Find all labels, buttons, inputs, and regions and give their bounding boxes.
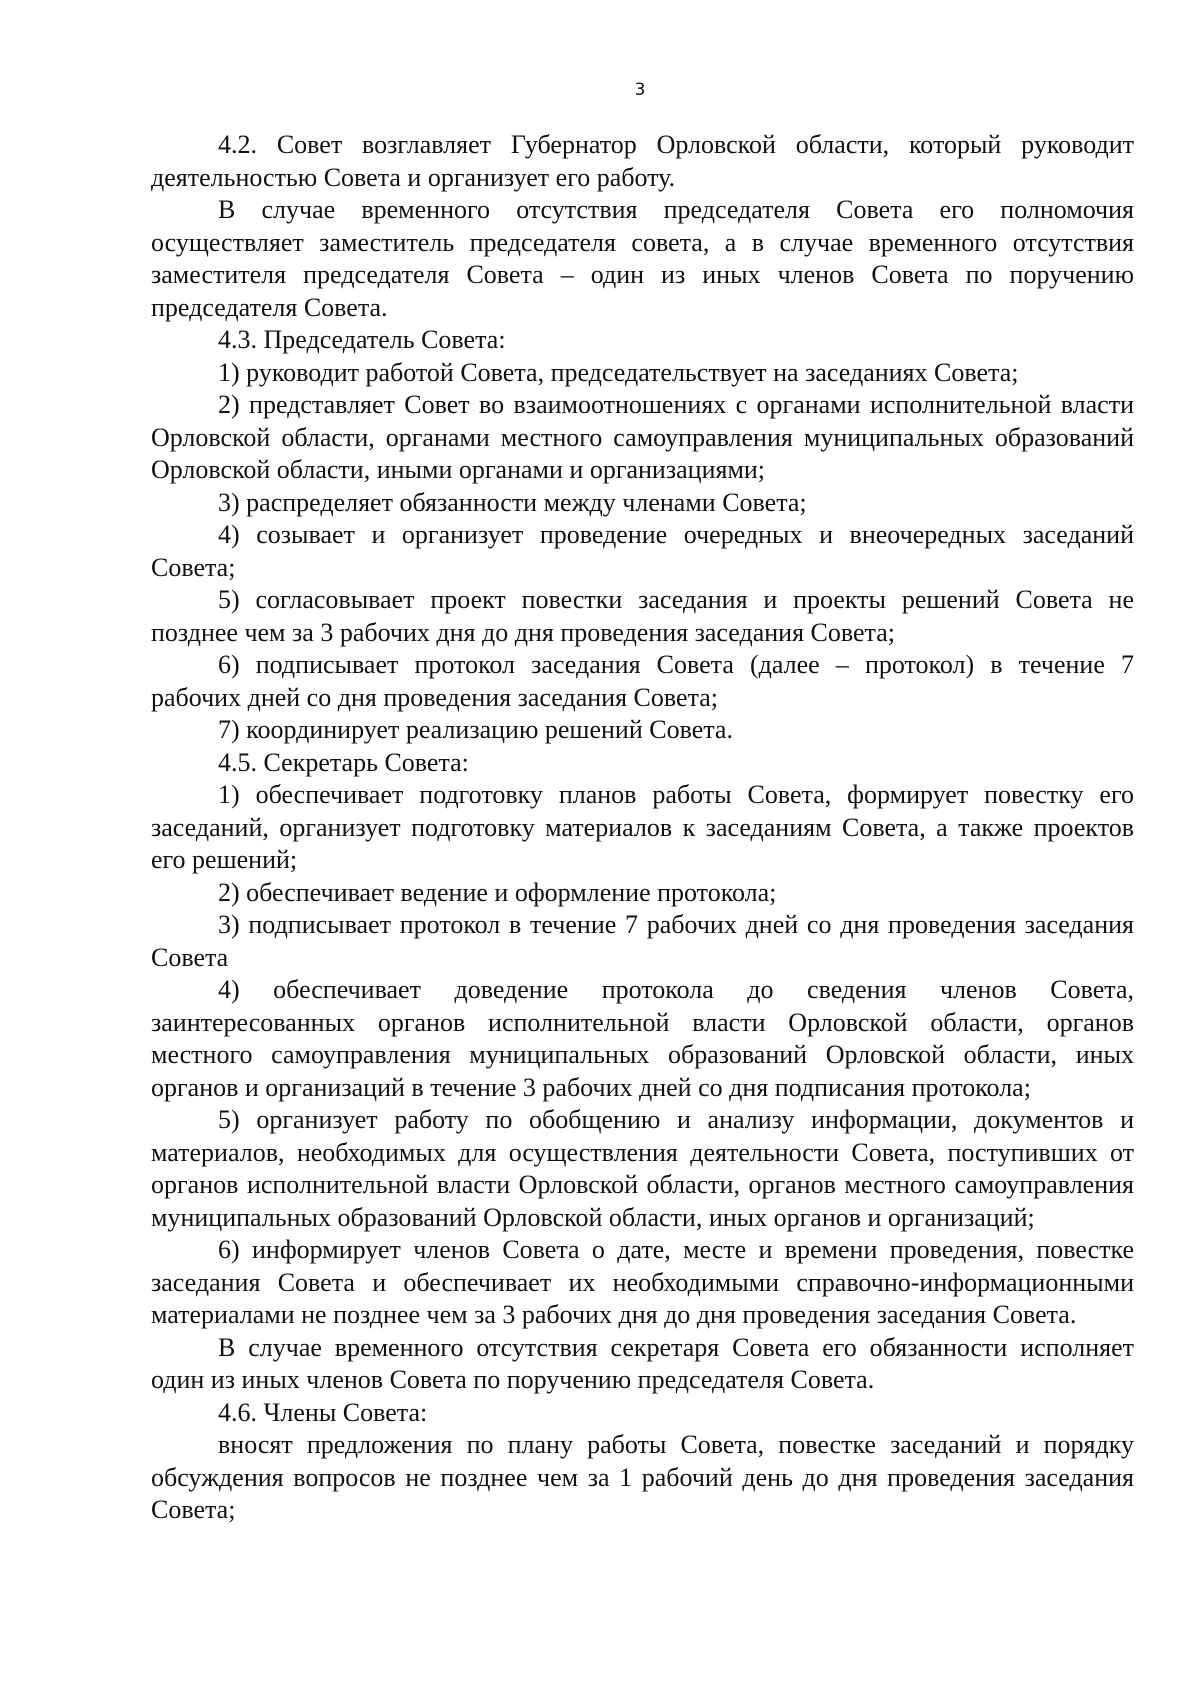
paragraph-4-3-item-1: 1) руководит работой Совета, председательствует на заседаниях Совета; (218, 357, 1019, 387)
paragraph-4-3-item-5: 5) согласовывает проект повестки заседания и проекты решений Совета не позднее чем за 3 рабочих дня до дня проведения заседания Совета; (151, 585, 1134, 647)
paragraph-4-5-item-2: 2) обеспечивает ведение и оформление протокола; (218, 877, 777, 907)
paragraph-4-3-item-7: 7) координирует реализацию решений Совета. (218, 715, 733, 744)
paragraph-4-5-item-1: 1) обеспечивает подготовку планов работы Совета, формирует повестку его заседаний, организует подготовку материалов к заседаниям Совета, а также проектов его решений; (151, 780, 1134, 874)
paragraph-4-2: 4.2. Совет возглавляет Губернатор Орловской области, который руководит деятельностью Совета и организует его работу. (151, 130, 1134, 192)
page-number: 3 (634, 80, 646, 100)
paragraph-4-3-heading: 4.3. Председатель Совета: (218, 325, 506, 354)
paragraph-4-5-item-3: 3) подписывает протокол в течение 7 рабочих дней со дня проведения заседания Совета (151, 910, 1134, 972)
paragraph-4-5-item-4: 4) обеспечивает доведение протокола до сведения членов Совета, заинтересованных органов исполнительной власти Орловской области, органов местного самоуправления муниципальных образований Орловской области, иных органов и организаций в течение 3 рабочих дней со дня подписания протокола; (151, 975, 1134, 1102)
paragraph-4-6-item: вносят предложения по плану работы Совета, повестке заседаний и порядку обсуждения вопросов не позднее чем за 1 рабочий день до дня проведения заседания Совета; (151, 1430, 1134, 1524)
paragraph-chair-absence: В случае временного отсутствия председателя Совета его полномочия осуществляет заместитель председателя совета, а в случае временного отсутствия заместителя председателя Совета – один из иных членов Совета по поручению председателя Совета. (151, 195, 1134, 322)
paragraph-4-3-item-4: 4) созывает и организует проведение очередных и внеочередных заседаний Совета; (151, 520, 1134, 582)
paragraph-4-5-item-6: 6) информирует членов Совета о дате, месте и времени проведения, повестке заседания Совета и обеспечивает их необходимыми справочно-информационными материалами не позднее чем за 3 рабочих дня до дня проведения заседания Совета. (151, 1235, 1134, 1329)
paragraph-4-3-item-3: 3) распределяет обязанности между членами Совета; (218, 487, 807, 517)
document-body (151, 129, 1134, 1527)
paragraph-4-5-heading: 4.5. Секретарь Совета: (218, 747, 469, 777)
paragraph-4-3-item-6: 6) подписывает протокол заседания Совета (далее – протокол) в течение 7 рабочих дней со дня проведения заседания Совета; (151, 650, 1134, 712)
paragraph-4-3-item-2: 2) представляет Совет во взаимоотношениях с органами исполнительной власти Орловской области, органами местного самоуправления муниципальных образований Орловской области, иными органами и организациями; (151, 390, 1134, 484)
paragraph-4-5-item-5: 5) организует работу по обобщению и анализу информации, документов и материалов, необходимых для осуществления деятельности Совета, поступивших от органов исполнительной власти Орловской области, органов местного самоуправления муниципальных образований Орловской области, иных органов и организаций; (151, 1105, 1134, 1232)
paragraph-secretary-absence: В случае временного отсутствия секретаря Совета его обязанности исполняет один из иных членов Совета по поручению председателя Совета. (151, 1332, 1134, 1394)
paragraph-4-6-heading: 4.6. Члены Совета: (218, 1397, 428, 1427)
